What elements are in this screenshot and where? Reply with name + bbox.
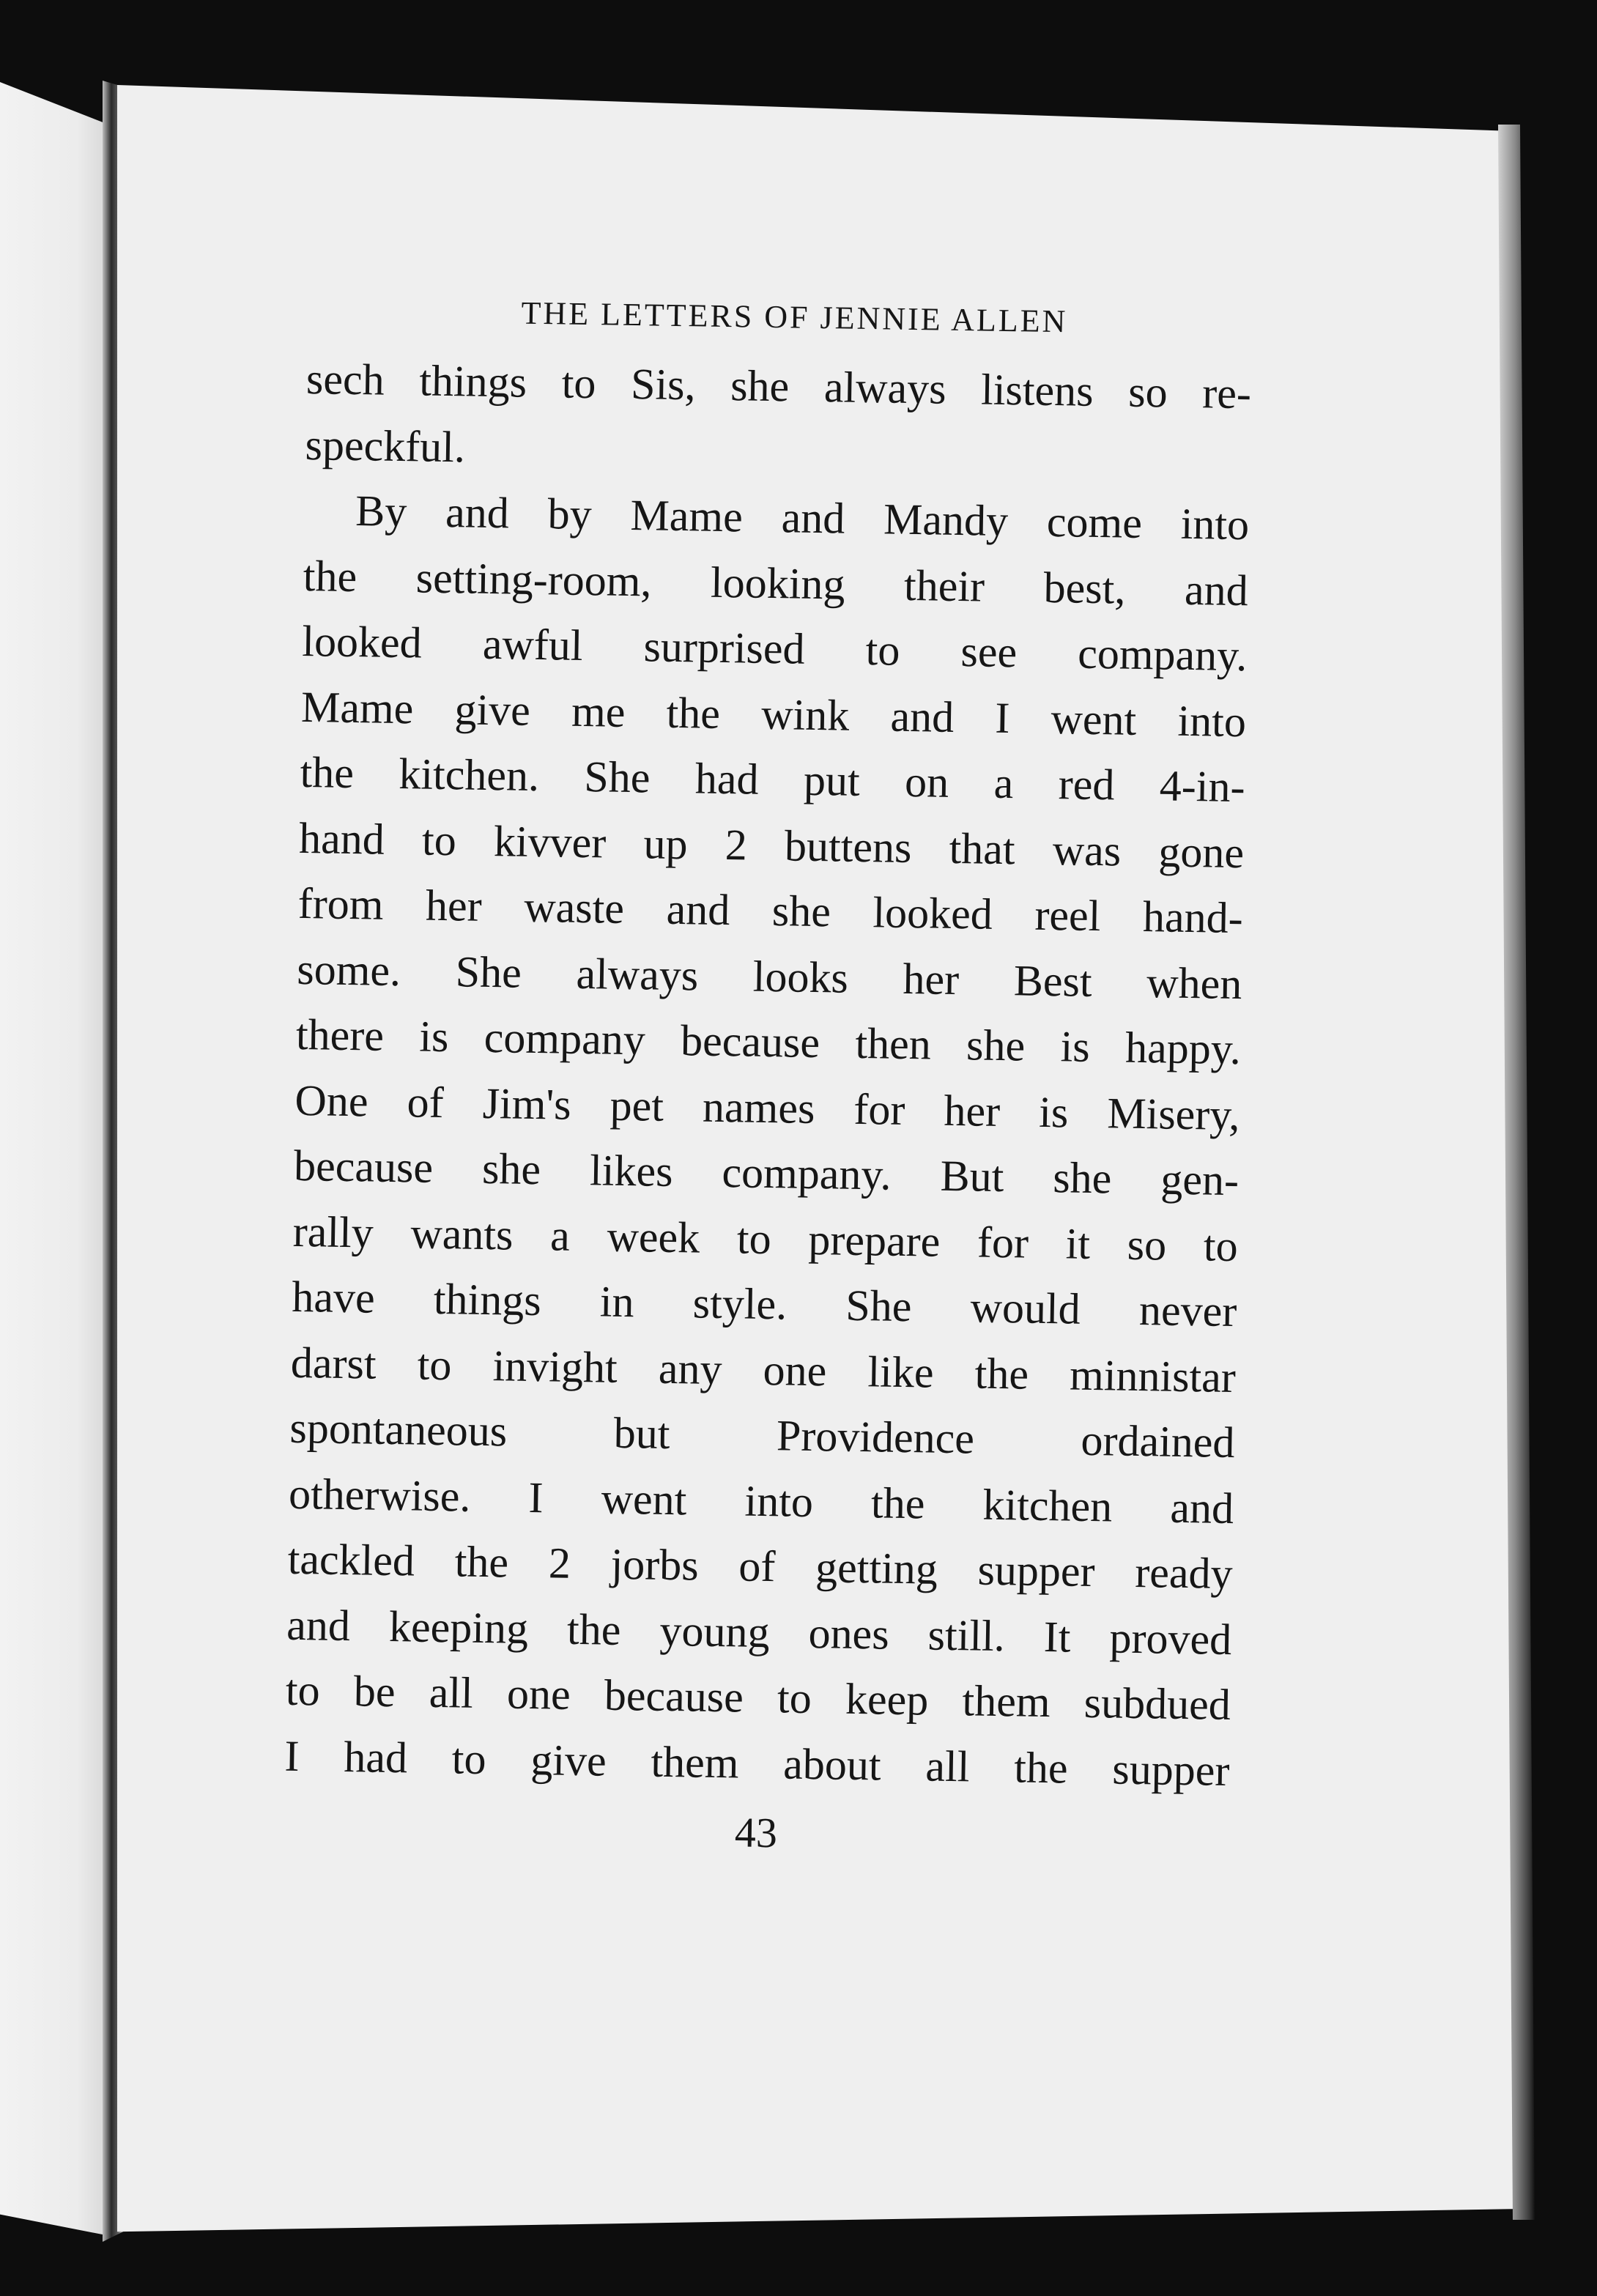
text-line: to be all one because to keep them subdued [285,1665,1231,1730]
text-line: the setting-room, looking their best, and [303,551,1249,615]
text-line: sech things to Sis, she always listens so re- [305,354,1252,418]
text-line: looked awful surprised to see company. [301,616,1248,681]
text-line: there is company because then she is happy. [295,1010,1242,1074]
page-text-block [283,289,1252,1870]
text-line: because she likes company. But she gen- [293,1141,1240,1205]
text-line: Mame give me the wink and I went into [300,682,1247,746]
text-line: tackled the 2 jorbs of getting supper ready [287,1534,1234,1599]
text-line: from her waste and she looked reel hand- [297,878,1244,943]
text-line: One of Jim's pet names for her is Misery, [294,1075,1240,1139]
text-line: have things in style. She would never [291,1272,1237,1336]
text-line: the kitchen. She had put on a red 4-in- [300,747,1246,812]
text-line: I had to give them about all the supper [284,1731,1230,1795]
page-number: 43 [734,1808,778,1857]
text-line: spontaneous but Providence ordained [289,1403,1235,1467]
text-line: darst to invight any one like the minnistar [290,1338,1237,1401]
left-page-edge [0,82,110,2236]
text-line: some. She always looks her Best when [296,944,1242,1008]
text-line: and keeping the young ones still. It proved [286,1600,1232,1664]
paragraph-first-line: By and by Mame and Mandy come into [355,486,1250,549]
running-head: THE LETTERS OF JENNIE ALLEN [521,295,1068,340]
text-line: hand to kivver up 2 buttens that was gone [298,813,1245,877]
text-line: otherwise. I went into the kitchen and [288,1469,1234,1533]
text-line: rally wants a week to prepare for it so to [292,1207,1239,1270]
text-line: speckful. [305,420,466,471]
